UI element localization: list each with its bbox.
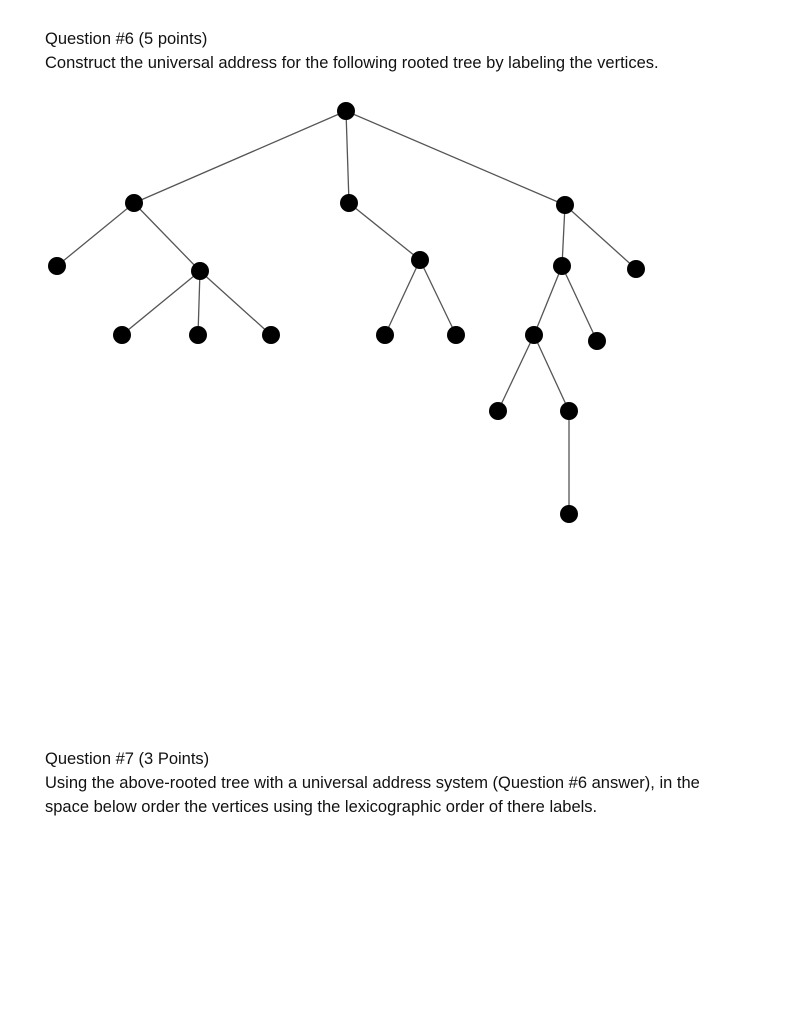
question-6-title: Question #6 (5 points) <box>45 30 208 48</box>
tree-vertex-b1 <box>411 251 429 269</box>
tree-edge-b1-to-b1-1 <box>385 260 420 335</box>
tree-vertex-c1-1 <box>525 326 543 344</box>
question-7-prompt-line-1: Using the above-rooted tree with a universal address system (Question #6 answer), in the <box>45 774 700 792</box>
tree-edge-root-to-a <box>134 111 346 203</box>
tree-vertex-a2 <box>191 262 209 280</box>
tree-vertex-a2-2 <box>189 326 207 344</box>
question-6-prompt: Construct the universal address for the following rooted tree by labeling the vertices. <box>45 54 659 72</box>
tree-edges <box>57 111 636 514</box>
tree-edge-c1-1-to-c1-1-1 <box>498 335 534 411</box>
tree-vertex-c1-1-2 <box>560 402 578 420</box>
tree-edge-a-to-a1 <box>57 203 134 266</box>
tree-edge-a2-to-a2-3 <box>200 271 271 335</box>
tree-edge-c1-to-c1-1 <box>534 266 562 335</box>
tree-edge-c-to-c2 <box>565 205 636 269</box>
tree-vertex-c <box>556 196 574 214</box>
tree-edge-c1-to-c1-2 <box>562 266 597 341</box>
tree-vertex-b1-2 <box>447 326 465 344</box>
tree-vertex-a2-1 <box>113 326 131 344</box>
tree-edge-root-to-b <box>346 111 349 203</box>
tree-vertex-b <box>340 194 358 212</box>
tree-vertex-a1 <box>48 257 66 275</box>
tree-edge-a2-to-a2-2 <box>198 271 200 335</box>
tree-vertex-root <box>337 102 355 120</box>
tree-vertex-c1-1-1 <box>489 402 507 420</box>
tree-vertex-a2-3 <box>262 326 280 344</box>
question-7-prompt-line-2: space below order the vertices using the lexicographic order of there labels. <box>45 798 598 816</box>
tree-edge-b-to-b1 <box>349 203 420 260</box>
tree-edge-b1-to-b1-2 <box>420 260 456 335</box>
tree-edge-c-to-c1 <box>562 205 565 266</box>
tree-edge-c1-1-to-c1-1-2 <box>534 335 569 411</box>
tree-vertex-c1-2 <box>588 332 606 350</box>
tree-edge-a2-to-a2-1 <box>122 271 200 335</box>
tree-edge-a-to-a2 <box>134 203 200 271</box>
tree-vertex-a <box>125 194 143 212</box>
question-7-title: Question #7 (3 Points) <box>45 750 210 768</box>
tree-vertex-b1-1 <box>376 326 394 344</box>
tree-vertices <box>48 102 645 523</box>
tree-edge-root-to-c <box>346 111 565 205</box>
tree-vertex-c1 <box>553 257 571 275</box>
tree-vertex-c2 <box>627 260 645 278</box>
tree-vertex-c1-1-2-1 <box>560 505 578 523</box>
